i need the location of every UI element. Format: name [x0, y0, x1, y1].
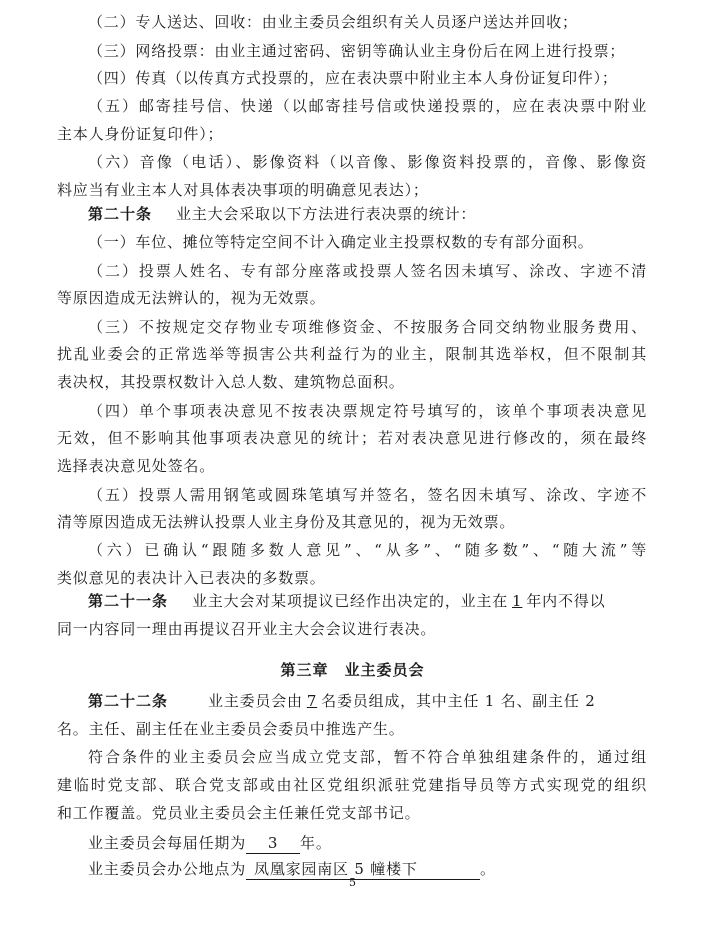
art20-item-5-line1: （五）投票人需用钢笔或圆珠笔填写并签名，签名因未填写、涂改、字迹不	[88, 486, 647, 504]
term-value: 3	[246, 833, 300, 854]
item-5-mail-line2: 主本人身份证复印件）；	[57, 125, 224, 143]
article-20-heading-line	[88, 201, 647, 227]
item-4-fax: （四）传真（以传真方式投票的，应在表决票中附业主本人身份证复印件）；	[88, 69, 618, 87]
art20-item-2-line2: 等原因造成无法辨认的，视为无效票。	[57, 289, 326, 307]
article-22-text-mid: 名委员组成，其中主任 1 名、副主任 2	[321, 692, 596, 710]
item-3-online-vote: （三）网络投票：由业主通过密码、密钥等确认业主身份后在网上进行投票；	[88, 42, 626, 60]
office-label: 业主委员会办公地点为	[88, 860, 247, 878]
article-21-title: 第二十一条	[88, 592, 169, 610]
art20-item-3-line3: 表决权，其投票权数计入总人数、建筑物总面积。	[57, 373, 405, 391]
article-21-text-post: 年内不得以	[526, 592, 606, 610]
chapter-3-title: 第三章 业主委员会	[280, 661, 425, 679]
art20-item-2-line1: （二）投票人姓名、专有部分座落或投票人签名因未填写、涂改、字迹不清	[88, 262, 647, 280]
art20-item-4-line3: 选择表决意见处签名。	[57, 457, 216, 475]
article-21-heading-line	[88, 588, 647, 614]
article-22-heading-line	[88, 688, 647, 714]
article-21-years-blank: 1	[512, 592, 523, 610]
article-22-party-line2: 建临时党支部、联合党支部或由社区党组织派驻党建指导员等方式实现党的组织	[57, 776, 647, 794]
item-2-personal-delivery: （二）专人送达、回收：由业主委员会组织有关人员逐户送达并回收；	[88, 13, 578, 31]
art20-item-6-line2: 类似意见的表决计入已表决的多数票。	[57, 569, 326, 587]
article-20-title: 第二十条	[88, 205, 153, 223]
article-20-intro: 业主大会采取以下方法进行表决票的统计：	[176, 205, 477, 223]
article-21-line2: 同一内容同一理由再提议召开业主大会会议进行表决。	[57, 620, 437, 638]
article-22-members-blank: 7	[306, 692, 318, 710]
term-unit: 年。	[300, 834, 332, 852]
art20-item-5-line2: 清等原因造成无法辨认投票人业主身份及其意见的，视为无效票。	[57, 513, 516, 531]
item-6-audio-line1: （六）音像（电话）、影像资料（以音像、影像资料投票的，音像、影像资	[88, 153, 647, 171]
art20-item-1: （一）车位、摊位等特定空间不计入确定业主投票权数的专有部分面积。	[88, 233, 594, 251]
art20-item-3-line1: （三）不按规定交存物业专项维修资金、不按服务合同交纳物业服务费用、	[88, 318, 647, 336]
item-6-audio-line2: 料应当有业主本人对具体表决事项的明确意见表达）；	[57, 181, 429, 199]
office-value: 凤凰家园南区 5 幢楼下	[246, 859, 480, 880]
office-end: 。	[480, 860, 496, 878]
art20-item-3-line2: 扰乱业委会的正常选举等损害公共利益行为的业主，限制其选举权，但不限制其	[57, 345, 647, 363]
article-22-line2: 名。主任、副主任在业主委员会委员中推选产生。	[57, 720, 405, 738]
article-22-party-line3: 和工作覆盖。党员业主委员会主任兼任党支部书记。	[57, 804, 421, 822]
item-5-mail-line1: （五）邮寄挂号信、快递（以邮寄挂号信或快递投票的，应在表决票中附业	[88, 97, 647, 115]
term-line	[88, 830, 647, 856]
page-number: 5	[349, 876, 356, 889]
article-22-text-pre: 业主委员会由	[208, 692, 303, 710]
article-22-title: 第二十二条	[88, 692, 169, 710]
art20-item-6-line1: （六）已确认“跟随多数人意见”、“从多”、“随多数”、“随大流”等	[88, 541, 647, 559]
art20-item-4-line2: 无效，但不影响其他事项表决意见的统计；若对表决意见进行修改的，须在最终	[57, 429, 647, 447]
article-21-text-pre: 业主大会对某项提议已经作出决定的，业主在	[192, 592, 509, 610]
article-22-party-line1: 符合条件的业主委员会应当成立党支部，暂不符合单独组建条件的，通过组	[88, 748, 647, 766]
term-label: 业主委员会每届任期为	[88, 834, 247, 852]
art20-item-4-line1: （四）单个事项表决意见不按表决票规定符号填写的，该单个事项表决意见	[88, 402, 647, 420]
